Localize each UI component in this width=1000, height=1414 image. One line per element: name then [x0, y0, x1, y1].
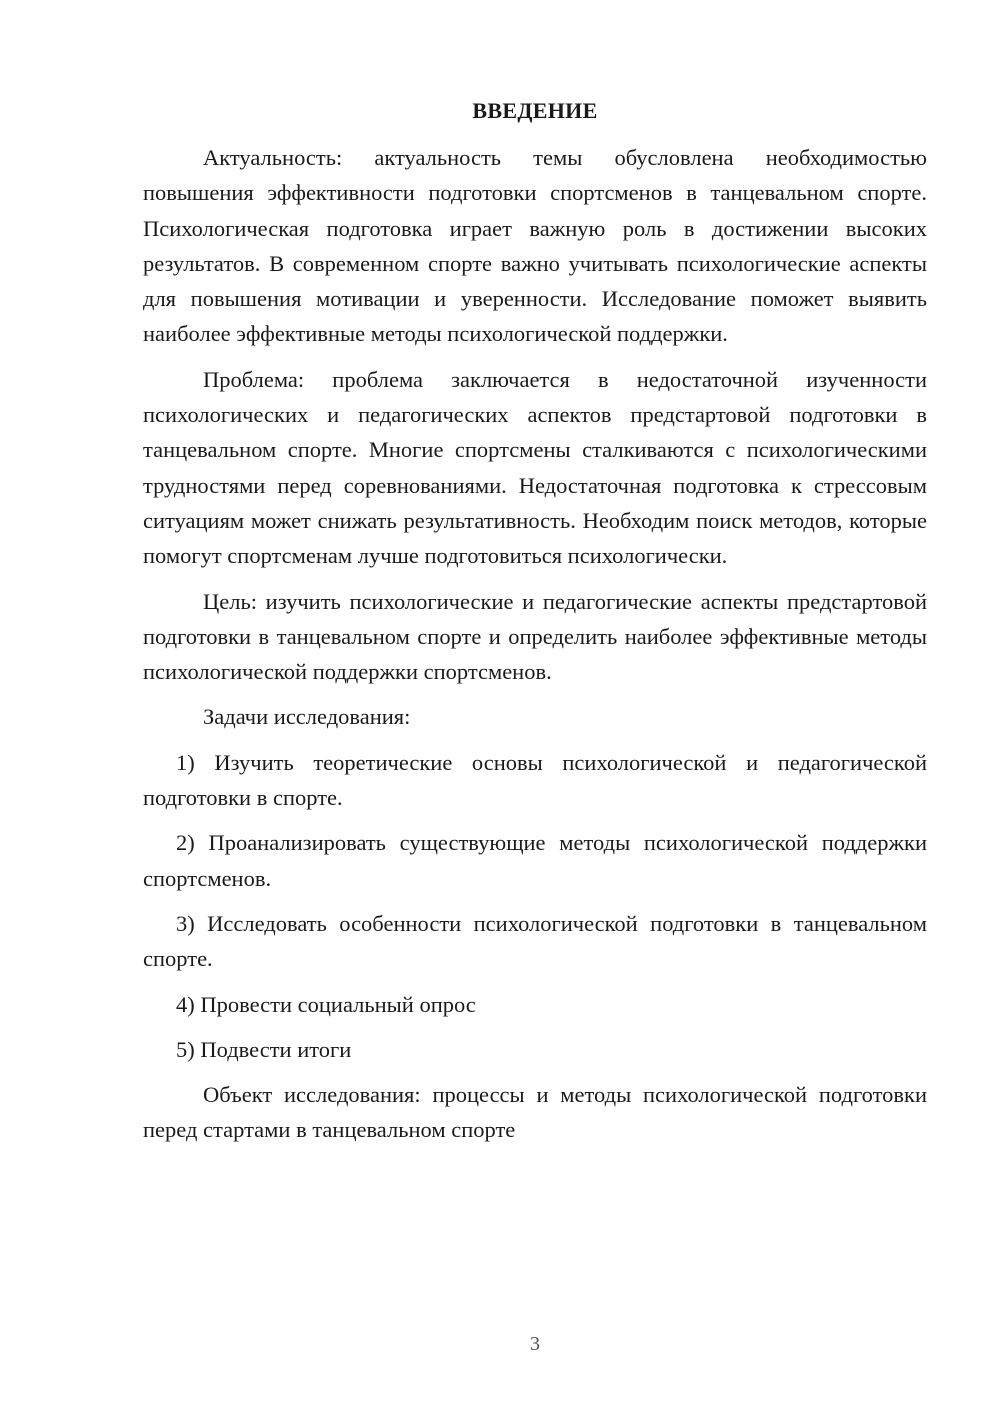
page-number: 3	[530, 1333, 540, 1355]
task-item-4: 4) Провести социальный опрос	[176, 991, 476, 1017]
section-title: ВВЕДЕНИЕ	[472, 98, 598, 123]
paragraph-object: Объект исследования: процессы и методы психологической подготовки перед стартами в танцевальном спорте	[143, 1082, 927, 1143]
paragraph-problem: Проблема: проблема заключается в недостаточной изученности психологических и педагогических аспектов предстартовой подготовки в танцевальном спорте. Многие спортсмены сталкиваются с психологическими трудностями перед соревнованиями. Недостаточная подготовка к стрессовым ситуациям может снижать результативность. Необходим поиск методов, которые помогут спортсменам лучше подготовиться психологически.	[143, 366, 927, 569]
paragraph-relevance: Актуальность: актуальность темы обусловлена необходимостью повышения эффективности подготовки спортсменов в танцевальном спорте. Психологическая подготовка играет важную роль в достижении высоких результатов. В современном спорте важно учитывать психологические аспекты для повышения мотивации и уверенности. Исследование поможет выявить наиболее эффективные методы психологической поддержки.	[143, 145, 927, 347]
paragraph-goal: Цель: изучить психологические и педагогические аспекты предстартовой подготовки в танцевальном спорте и определить наиболее эффективные методы психологической поддержки спортсменов.	[143, 588, 927, 685]
task-item-1: 1) Изучить теоретические основы психологической и педагогической подготовки в спорте.	[143, 749, 927, 811]
task-item-3: 3) Исследовать особенности психологической подготовки в танцевальном спорте.	[143, 910, 927, 972]
task-item-2: 2) Проанализировать существующие методы психологической поддержки спортсменов.	[143, 830, 927, 891]
page-body	[143, 96, 927, 1158]
task-item-5: 5) Подвести итоги	[176, 1036, 352, 1062]
tasks-heading: Задачи исследования:	[203, 704, 411, 730]
